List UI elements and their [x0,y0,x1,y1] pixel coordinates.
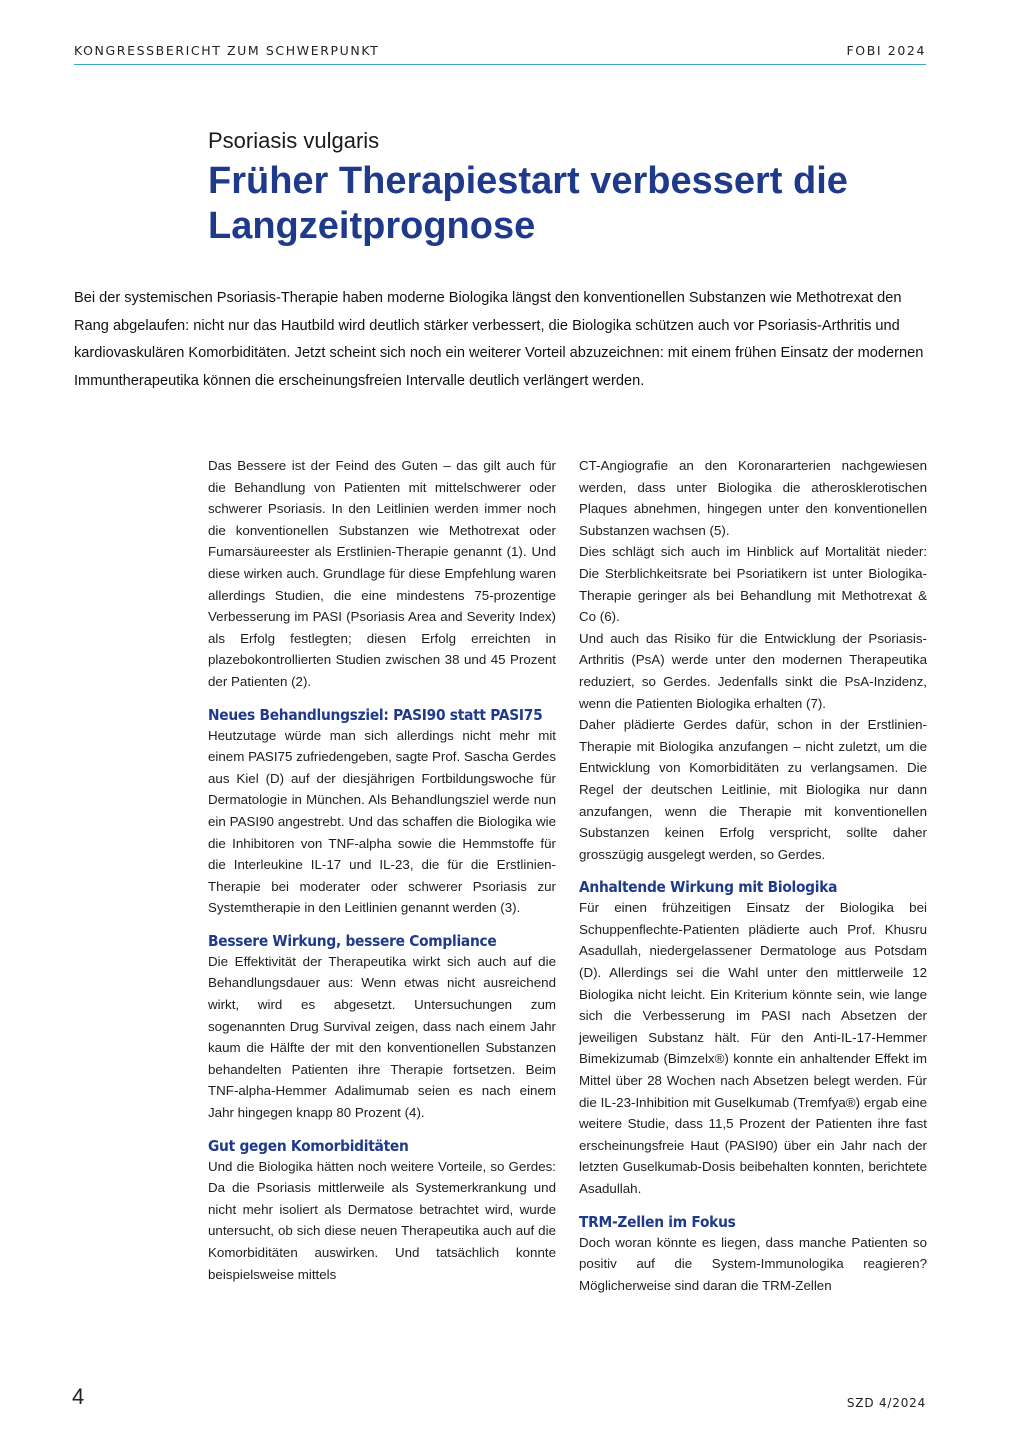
body-paragraph: Und auch das Risiko für die Entwicklung der Psoriasis-Arthritis (PsA) werde unter den modernen Therapeutika reduziert, so Gerdes. Jedenfalls sinkt die PsA-Inzidenz, wenn die Patienten Biologika erhalten (7). [579,630,927,711]
body-paragraph: Heutzutage würde man sich allerdings nicht mehr mit einem PASI75 zufriedengeben, sagte Prof. Sascha Gerdes aus Kiel (D) auf der diesjährigen Fortbildungswoche für Dermatologie in München. Als Behandlungsziel werde nun ein PASI90 angestrebt. Und das schaffen die Biologika wie die Inhibitoren von TNF-alpha sowie die Hemmstoffe für die Interleukine IL-17 und IL-23, die für die Erstlinien-Therapie bei moderater oder schwerer Psoriasis zur Systemtherapie in den Leitlinien genannt werden (3). [208,727,556,916]
body-paragraph: Für einen frühzeitigen Einsatz der Biologika bei Schuppenflechte-Patienten plädierte auch Prof. Khusru Asadullah, niedergelassener Dermatologe aus Potsdam (D). Allerdings sei die Wahl unter den mittlerweile 12 Biologika nicht leicht. Ein Kriterium könnte sein, wie lange sich die Verbesserung im PASI nach Absetzen der jeweiligen Substanz hält. Für den Anti-IL-17-Hemmer Bimekizumab (Bimzelx®) konnte ein anhaltender Effekt im Mittel über 28 Wochen nach Absetzen belegt werden. Für die IL-23-Inhibition mit Guselkumab (Tremfya®) ergab eine weitere Studie, dass 11,5 Prozent der Patienten ihre fast erscheinungsfreie Haut (PASI90) über ein Jahr nach der letzten Guselkumab-Dosis beibehalten konnten, berichtete Asadullah. [579,900,927,1196]
subheading: Bessere Wirkung, bessere Compliance [208,931,497,950]
body-paragraph: Die Effektivität der Therapeutika wirkt sich auch auf die Behandlungsdauer aus: Wenn etwas nicht ausreichend wirkt, wird es abgesetzt. Untersuchungen zum sogenannten Drug Survival zeigen, dass nach einem Jahr kaum die Hälfte der mit den konventionellen Substanzen behandelten Patienten ihre Therapie fortsetzen. Beim TNF-alpha-Hemmer Adalimumab seien es nach einem Jahr hingegen knapp 80 Prozent (4). [208,953,556,1121]
running-header [74,42,926,65]
issue-label: SZD 4/2024 [846,1396,926,1410]
body-paragraph: Daher plädierte Gerdes dafür, schon in der Erstlinien-Therapie mit Biologika anzufangen – nicht zuletzt, um die Entwicklung von Komorbiditäten zu verlangsamen. Die Regel der deutschen Leitlinie, mit Biologika nur dann anzufangen, wenn die Therapie mit konventionellen Substanzen keinen Erfolg verspricht, sollte daher grosszügig ausgelegt werden, so Gerdes. [579,717,927,862]
body-paragraph: CT-Angiografie an den Koronararterien nachgewiesen werden, dass unter Biologika die atherosklerotischen Plaques abnehmen, hingegen unter den konventionellen Substanzen wachsen (5). [579,458,927,538]
subheading: Anhaltende Wirkung mit Biologika [579,878,838,897]
section-label: KONGRESSBERICHT ZUM SCHWERPUNKT [74,43,380,58]
page-number: 4 [72,1384,85,1409]
subheading: TRM-Zellen im Fokus [579,1212,736,1231]
subheading: Gut gegen Komorbiditäten [208,1136,409,1155]
body-paragraph: Und die Biologika hätten noch weitere Vorteile, so Gerdes: Da die Psoriasis mittlerweile als Systemerkrankung und nicht mehr isoliert als Dermatose betrachtet wird, wurde untersucht, ob sich diese neuen Therapeutika auch auf die Komorbiditäten auswirken. Und tatsächlich konnte beispielsweise mittels [208,1158,556,1282]
body-paragraph: Das Bessere ist der Feind des Guten – das gilt auch für die Behandlung von Patienten mit mittelschwerer oder schwerer Psoriasis. In den Leitlinien werden immer noch die konventionellen Substanzen wie Methotrexat oder Fumarsäureester als Erstlinien-Therapie genannt (1). Und diese wirken auch. Grundlage für diese Empfehlung waren allerdings Studien, die eine mindestens 75-prozentige Verbesserung im PASI (Psoriasis Area and Severity Index) als Erfolg festlegten; diesen Erfolg erreichten in plazebokontrollierten Studien zwischen 38 und 45 Prozent der Patienten (2). [208,458,556,689]
subheading: Neues Behandlungsziel: PASI90 statt PASI75 [208,705,543,724]
article-kicker: Psoriasis vulgaris [208,128,380,153]
article-lead: Bei der systemischen Psoriasis-Therapie haben moderne Biologika längst den konventionellen Substanzen wie Methotrexat den Rang abgelaufen: nicht nur das Hautbild wird deutlich stärker verbessert, die Biologika schützen auch vor Psoriasis-Arthritis und kardiovaskulären Komorbiditäten. Jetzt scheint sich noch ein weiterer Vorteil abzuzeichnen: mit einem frühen Einsatz der modernen Immuntherapeutika können die erscheinungsfreien Intervalle deutlich verlängert werden. [74,290,924,389]
body-paragraph: Dies schlägt sich auch im Hinblick auf Mortalität nieder: Die Sterblichkeitsrate bei Psoriatikern ist unter Biologika-Therapie geringer als bei Behandlung mit Methotrexat & Co (6). [579,544,927,625]
body-paragraph: Doch woran könnte es liegen, dass manche Patienten so positiv auf die System-Immunologika reagieren? Möglicherweise sind daran die TRM-Zellen [579,1234,927,1293]
left-column [208,455,556,1285]
right-column [579,455,927,1296]
event-label: FOBI 2024 [846,43,926,58]
article-title: Früher Therapiestart verbessert die Langzeitprognose [208,160,848,247]
